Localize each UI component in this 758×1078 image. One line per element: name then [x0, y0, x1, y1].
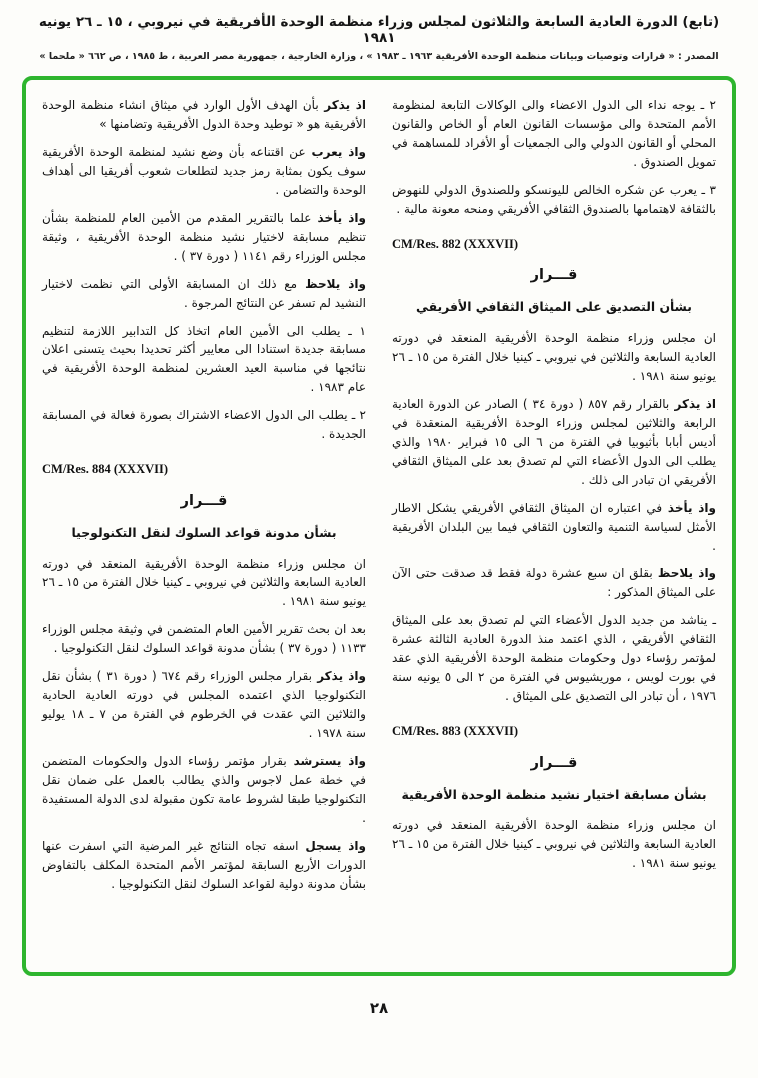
- resolution-subject: بشأن التصديق على الميثاق الثقافي الأفريقي: [416, 299, 692, 315]
- paragraph: بعد ان بحث تقرير الأمين العام المتضمن في وثيقة مجلس الوزراء ١١٣٣ ( دورة ٣٧ ) بشأن مدونة قواعد السلوك لنقل التكنولوجيا .: [42, 622, 366, 656]
- paragraph: واذ يأخذ في اعتباره ان الميثاق الثقافي الأفريقي يشكل الاطار الأمثل لسياسة التنمية والتعاون الثقافي فيما بين البلدان الأفريقية .: [392, 500, 716, 553]
- page-footer: [0, 998, 758, 1017]
- resolution-subject: بشأن مدونة قواعد السلوك لنقل التكنولوجيا: [71, 524, 337, 540]
- two-column-layout: [42, 96, 716, 962]
- paragraph: واذ يذكر بقرار مجلس الوزراء رقم ٦٧٤ ( دورة ٣١ ) بشأن نقل التكنولوجيا الذي اعتمده المجلس في دورته العادية الحادية والثلاثين التي عقدت في الخرطوم في الفترة من ٧ ـ ١٨ يوليو سنة ١٩٧٨ .: [42, 669, 367, 741]
- document-source-line: المصدر : « قرارات وتوصيات وبيانات منظمة الوحدة الأفريقية ١٩٦٣ ـ ١٩٨٣ » ، وزارة الخارجية ، جمهورية مصر العربية ، ط ١٩٨٥ ، ص ٦٦٢ « ملحما »: [39, 51, 719, 62]
- paragraph: واذ يسجل اسفه تجاه النتائج غير المرضية التي اسفرت عنها الدورات الأربع السابقة لمؤتمر الأمم المتحدة المكلف بالتفاوض بشأن مدونة دولية لقواعد السلوك لنقل التكنولوجيا .: [42, 838, 366, 891]
- resolution-code: CM/Res. 883 (XXXVII): [392, 724, 519, 739]
- paragraph: اذ يذكر بأن الهدف الأول الوارد في ميثاق انشاء منظمة الوحدة الأفريقية هو « توطيد وحدة الدول الأفريقية وتضامنها »: [42, 98, 367, 131]
- page-number: ٢٨: [369, 999, 389, 1017]
- paragraph-lead: واذ يسترشد: [286, 754, 366, 769]
- resolution-code: CM/Res. 882 (XXXVII): [392, 236, 519, 251]
- resolution-subject: بشأن مسابقة اختيار نشيد منظمة الوحدة الأفريقية: [401, 786, 707, 802]
- paragraph-lead: واذ يأخذ: [311, 210, 366, 225]
- resolution-code: CM/Res. 884 (XXXVII): [42, 462, 169, 477]
- paragraph-lead: واذ يلاحظ: [297, 276, 367, 291]
- paragraph-lead: واذ يلاحظ: [652, 566, 717, 581]
- content-frame: [22, 76, 736, 976]
- paragraph-lead: واذ يذكر: [312, 669, 367, 684]
- paragraph: ـ يناشد من جديد الدول الأعضاء التي لم تصدق بعد على الميثاق الثقافي الأفريقي ، الذي اعتمد منذ الدورة العادية الثالثة عشرة لمؤتمر رؤساء دول وحكومات منظمة الوحدة الأفريقية الذي عقد في بورت لويس ، موريشيوس في الفترة من ٢ الى ٥ يونيه سنة ١٩٧٦ ، أن تبادر الى التصديق على الميثاق .: [392, 613, 717, 704]
- left-column: [42, 96, 366, 962]
- resolution-title: قـــرار: [530, 267, 578, 284]
- document-header: [0, 14, 758, 62]
- paragraph: ٣ ـ يعرب عن شكره الخالص لليونسكو وللصندوق الدولي للنهوض بالثقافة لاهتمامها بالصندوق الثقافي الأفريقي ومنحه معونة مالية .: [392, 182, 716, 216]
- paragraph: ٢ ـ يوجه نداء الى الدول الاعضاء والى الوكالات التابعة لمنظومة الأمم المتحدة والى مؤسسات القانون العام أو الخاص والقانون المحلي أو القانون الدولي والى الجمعيات أو الأفراد للمساهمة في تمويل الصندوق .: [392, 98, 716, 169]
- paragraph-lead: اذ يذكر: [318, 98, 367, 112]
- paragraph: واذ يأخذ علما بالتقرير المقدم من الأمين العام للمنظمة بشأن تنظيم مسابقة لاختيار نشيد منظمة الوحدة الأفريقية ، وثيقة مجلس الوزراء رقم ١١٤١ ( دورة ٣٧ ) .: [42, 210, 366, 263]
- paragraph: ان مجلس وزراء منظمة الوحدة الأفريقية المنعقد في دورته العادية السابعة والثلاثين في نيروبي ـ كينيا خلال الفترة من ١٥ ـ ٢٦ يونيو سنة ١٩٨١ .: [392, 330, 716, 383]
- resolution-title: قـــرار: [530, 754, 578, 771]
- paragraph-lead: اذ يذكر: [669, 396, 716, 411]
- paragraph: ١ ـ يطلب الى الأمين العام اتخاذ كل التدابير اللازمة لتنظيم مسابقة جديدة استنادا الى معايير أكثر تحديدا بحيث يتسنى اعلان نتائجها في مناسبة العيد العشرين لمنظمة الوحدة الأفريقية في عام ١٩٨٣ .: [42, 323, 366, 395]
- paragraph-lead: واذ يأخذ: [662, 500, 716, 515]
- paragraph-lead: واذ يعرب: [305, 144, 367, 159]
- paragraph: ان مجلس وزراء منظمة الوحدة الأفريقية المنعقد في دورته العادية السابعة والثلاثين في نيروبي ـ كينيا خلال الفترة من ١٥ ـ ٢٦ يونيو سنة ١٩٨١ .: [42, 556, 366, 609]
- paragraph: واذ يلاحظ مع ذلك ان المسابقة الأولى التي نظمت لاختيار النشيد لم تسفر عن النتائج المرجوة .: [42, 276, 367, 310]
- resolution-title: قـــرار: [180, 493, 228, 509]
- paragraph: ان مجلس وزراء منظمة الوحدة الأفريقية المنعقد في دورته العادية السابعة والثلاثين في نيروبي ـ كينيا خلال الفترة من ١٥ ـ ٢٦ يونيو سنة ١٩٨١ .: [392, 818, 716, 871]
- paragraph: واذ يلاحظ بقلق ان سبع عشرة دولة فقط قد صدقت حتى الآن على الميثاق المذكور :: [392, 566, 717, 600]
- paragraph: واذ يسترشد بقرار مؤتمر رؤساء الدول والحكومات المتضمن في خطة عمل لاجوس والذي يطالب بالعمل على ضمان نقل التكنولوجيا طبقا لشروط عامة تكون مقبولة لدى الدولة المستفيدة .: [42, 754, 366, 825]
- paragraph-lead: واذ يسجل: [298, 838, 366, 853]
- paragraph: ٢ ـ يطلب الى الدول الاعضاء الاشتراك بصورة فعالة في المسابقة الجديدة .: [42, 408, 366, 442]
- paragraph: اذ يذكر بالقرار رقم ٨٥٧ ( دورة ٣٤ ) الصادر عن الدورة العادية الرابعة والثلاثين لمجلس وزراء الوحدة الأفريقية المنعقدة في أديس أبابا بأثيوبيا في الفترة من ٦ الى ١٥ فبراير ١٩٨٠ والذي يطلب الى الدول الأعضاء التي لم تصدق بعد على الميثاق الثقافي الأفريقي ان تبادر الى ذلك .: [392, 396, 716, 487]
- document-title: (تابع) الدورة العادية السابعة والثلاثون لمجلس وزراء منظمة الوحدة الأفريقية في نيروبي ، ١٥ ـ ٢٦ يونيه ١٩٨١: [38, 14, 720, 46]
- paragraph: واذ يعرب عن اقتناعه بأن وضع نشيد لمنظمة الوحدة الأفريقية سوف يكون بمثابة رمز جديد لتطلعات شعوب أفريقيا الى أهداف الوحدة والتضامن .: [42, 144, 367, 197]
- right-column: [392, 96, 716, 962]
